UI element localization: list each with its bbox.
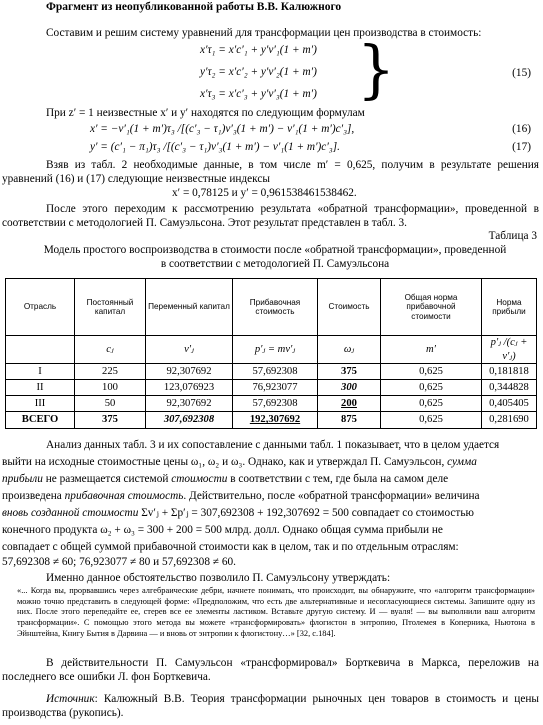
table-cell: 875 (318, 412, 381, 429)
col-header-constant-capital: Постоянный капитал (75, 279, 146, 336)
table-cell: II (6, 380, 75, 396)
table-caption: Модель простого воспроизводства в стоимости после «обратной трансформации», проведенной в соответствии с методологией П. Самуэльсона (43, 244, 507, 271)
col-header-variable-capital: Переменный капитал (146, 279, 233, 336)
analysis-emphasis: сумма (447, 456, 477, 468)
table-cell: 0,344828 (482, 380, 537, 396)
table-symbol-row (6, 336, 537, 364)
table-cell: 192,307692 (233, 412, 318, 429)
table-cell: 50 (75, 396, 146, 412)
analysis-line (2, 472, 539, 486)
table-cell: 375 (318, 364, 381, 380)
system-eq-3: x′τ₃ = x′c′₃ + y′v′₃(1 + m′) (200, 88, 317, 100)
col-header-surplus-rate: Общая норма прибавочной стоимости (381, 279, 482, 336)
table-cell: 76,923077 (233, 380, 318, 396)
analysis-line: Анализ данных табл. 3 и их сопоставление с данными табл. 1 показывает, что в целом удается (46, 439, 500, 451)
analysis-line (2, 506, 539, 520)
table-cell: 57,692308 (233, 396, 318, 412)
table-total-row (6, 412, 537, 429)
table-cell: 0,625 (381, 396, 482, 412)
table-cell: 92,307692 (146, 396, 233, 412)
table-cell: 300 (318, 380, 381, 396)
formula-16-number: (16) (512, 123, 531, 135)
analysis-emphasis: прибыли (2, 473, 43, 485)
conclusion-paragraph: В действительности П. Самуэльсон «трансформировал» Борткевича в Маркса, переложив на последнего все ошибки Л. фон Борткевича. (2, 657, 539, 684)
system-brace: } (357, 33, 396, 107)
table-cell: 225 (75, 364, 146, 380)
table-cell: 57,692308 (233, 364, 318, 380)
samuelson-intro: Именно данное обстоятельство позволило П. Самуэльсону утверждать: (46, 572, 391, 584)
analysis-text: произведена (2, 490, 62, 502)
table-cell: 92,307692 (146, 364, 233, 380)
samuelson-quote: «... Когда вы, прорвавшись через алгебраические дебри, начнете понимать, что происходит, вы обнаружите, что «алгоритм трансформации» можно точно представить в следующей форме: «Предположим, что есть две альтернативные и несогласующиеся системы. Запишите одну из них. После этого перепедайте ее, стерев все ее элементы ластиком. Вставьте другую систему. И — вуаля! — вы выполнили ваш алгоритм трансформации». С помощью этого метода вы можете «трансформировать» флогистон в энтропию, Птолемея в Коперника, Ньютона в Эйнштейна, Книгу Бытия в Дарвина — и вновь от энтропии к флогистону…» [32, с.184]. (17, 586, 535, 638)
source-label: Источник (46, 693, 95, 705)
table-cell: 0,405405 (482, 396, 537, 412)
table-label: Таблица 3 (488, 230, 537, 242)
solution-line: x′ = 0,78125 и y′ = 0,961538461538462. (172, 187, 357, 199)
analysis-emphasis: стоимости (171, 473, 228, 485)
col-header-sector: Отрасль (6, 279, 75, 336)
table-row (6, 364, 537, 380)
table-cell: ωⱼ (318, 336, 381, 364)
formula-16: x′ = −v′₁(1 + m′)τ₃ /[(c′₃ − τ₁)v′₃(1 + m′) − v′₁(1 + m′)c′₃], (90, 123, 355, 135)
transition-paragraph: После этого переходим к рассмотрению результата «обратной трансформации», проведенной в соответствии с методологией П. Самуэльсона. Этот результат представлен в табл. 3. (2, 203, 539, 230)
analysis-text: выйти на исходные стоимостные цены ω₁, ω₂ и ω₃. Однако, как и утверждал П. Самуэльсон, (2, 456, 445, 468)
col-header-surplus-value: Прибавочная стоимость (233, 279, 318, 336)
analysis-emphasis: прибавочная стоимость (64, 490, 184, 502)
analysis-line (2, 455, 539, 469)
table-cell: 0,281690 (482, 412, 537, 429)
table-cell: 375 (75, 412, 146, 429)
table-cell: 200 (318, 396, 381, 412)
formula-17: y′ = (c′₁ − π₁)τ₃ /[(c′₃ − τ₁)v′₃(1 + m′) − v′₁(1 + m′)c′₃]. (90, 141, 340, 153)
formula-17-number: (17) (512, 141, 531, 153)
table-row (6, 380, 537, 396)
system-eq-1: x′τ₁ = x′c′₁ + y′v′₁(1 + m′) (200, 44, 317, 56)
table-header-row (6, 279, 537, 336)
analysis-line (2, 489, 539, 503)
data-paragraph: Взяв из табл. 2 необходимые данные, в том числе m′ = 0,625, получим в результате решения уравнений (16) и (17) следующие неизвестные индексы (2, 159, 539, 186)
given-paragraph: При z′ = 1 неизвестные x′ и y′ находятся по следующим формулам (46, 107, 365, 119)
value-reproduction-table (5, 278, 537, 429)
table-cell: m′ (381, 336, 482, 364)
table-cell: 0,625 (381, 412, 482, 429)
analysis-text: в соответствии с тем, где была на самом деле (230, 473, 449, 485)
col-header-profit-rate: Норма прибыли (482, 279, 537, 336)
system-eq-number: (15) (512, 67, 531, 79)
table-cell: 100 (75, 380, 146, 396)
source-note (2, 692, 539, 721)
table-cell: 123,076923 (146, 380, 233, 396)
table-cell: 307,692308 (146, 412, 233, 429)
table-cell: cⱼ (75, 336, 146, 364)
analysis-text: . Действительно, после «обратной трансформации» величина (183, 490, 480, 502)
table-cell: I (6, 364, 75, 380)
table-row (6, 396, 537, 412)
analysis-text: не размещается системой (45, 473, 169, 485)
table-cell: ВСЕГО (6, 412, 75, 429)
source-text: : Калюжный В.В. Теория трансформации рыночных цен товаров в стоимость и цены производства (рукопись). (2, 693, 539, 720)
system-eq-2: y′τ₂ = x′c′₂ + y′v′₂(1 + m′) (200, 66, 317, 78)
table-cell: 0,625 (381, 380, 482, 396)
table-cell: 0,625 (381, 364, 482, 380)
table-cell: 0,181818 (482, 364, 537, 380)
analysis-line: конечного продукта ω₂ + ω₃ = 300 + 200 = 500 млрд. долл. Однако общая сумма прибыли не (2, 524, 443, 536)
analysis-emphasis: вновь созданной стоимости (2, 507, 139, 519)
table-cell: p′ⱼ = mv′ⱼ (233, 336, 318, 364)
analysis-line: 57,692308 ≠ 60; 76,923077 ≠ 80 и 57,692308 ≠ 60. (2, 556, 236, 568)
table-cell (6, 336, 75, 364)
table-cell: III (6, 396, 75, 412)
intro-paragraph: Составим и решим систему уравнений для трансформации цен производства в стоимость: (46, 27, 482, 39)
analysis-text: Σv′ⱼ + Σp′ⱼ = 307,692308 + 192,307692 = 500 совпадает со стоимостью (141, 507, 474, 519)
page-title: Фрагмент из неопубликованной работы В.В. Калюжного (46, 1, 342, 13)
table-cell: p′ⱼ /(cⱼ + v′ⱼ) (482, 336, 537, 364)
col-header-value: Стоимость (318, 279, 381, 336)
analysis-line: совпадает с общей суммой прибавочной стоимости как в целом, так и по отдельным отраслям: (2, 541, 459, 553)
table-cell: v′ⱼ (146, 336, 233, 364)
